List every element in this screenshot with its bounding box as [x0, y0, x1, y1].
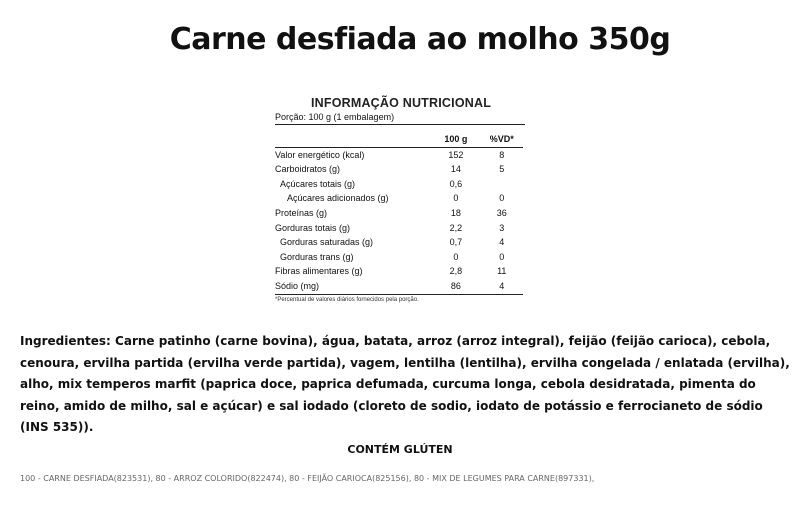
nutrient-value: 2,8	[449, 266, 463, 277]
nutrient-label: Proteínas (g)	[275, 207, 328, 218]
nutrient-value: 18	[450, 207, 461, 218]
nutrient-label: Açúcares totais (g)	[280, 178, 356, 189]
product-title: Carne desfiada ao molho 350g	[169, 22, 671, 57]
gluten-notice: CONTÉM GLÚTEN	[347, 443, 453, 456]
nutrient-daily-value	[480, 177, 523, 192]
nutrition-row	[275, 250, 523, 265]
nutrient-label: Gorduras totais (g)	[275, 222, 351, 233]
nutrient-label: Gorduras saturadas (g)	[280, 237, 374, 248]
nutrient-value: 14	[450, 164, 461, 175]
nutrient-daily-value: 4	[499, 237, 505, 248]
nutrient-value: 0	[453, 193, 459, 204]
nutrient-daily-value: 0	[499, 251, 505, 262]
nutrition-row	[275, 147, 523, 162]
nutrition-row	[275, 177, 523, 192]
column-header-100g: 100 g	[431, 132, 480, 147]
ingredients-text: Ingredientes: Carne patinho (carne bovina), água, batata, arroz (arroz integral), feijão (feijão carioca), cebola, cenoura, ervilha partida (ervilha verde partida), vagem, lentilha (lentilha), ervilha congelada / enlatada (ervilha), alho, mix temperos marfit (paprica doce, paprica defumada, curcuma longa, cebola desidratada, pimenta do reino, amido de milho, sal e açúcar) e sal iodado (cloreto de sodio, iodato de potássio e ferrocianeto de sódio (INS 535)).	[20, 334, 790, 434]
nutrient-label: Açúcares adicionados (g)	[287, 193, 389, 204]
nutrition-row	[275, 235, 523, 250]
nutrient-value: 152	[448, 149, 464, 160]
nutrient-daily-value: 36	[496, 207, 507, 218]
nutrition-row	[275, 191, 523, 206]
nutrient-value: 0,7	[449, 237, 463, 248]
nutrient-daily-value: 5	[499, 164, 505, 175]
nutrient-label: Carboidratos (g)	[275, 164, 341, 175]
nutrition-table	[275, 132, 523, 295]
column-header-vd: %VD*	[480, 132, 523, 147]
nutrient-daily-value: 8	[499, 149, 505, 160]
portion-size: Porção: 100 g (1 embalagem)	[275, 112, 525, 125]
nutrient-value: 2,2	[449, 222, 463, 233]
nutrient-daily-value: 4	[480, 279, 523, 294]
nutrient-daily-value: 0	[499, 193, 505, 204]
nutrient-daily-value: 3	[499, 222, 505, 233]
nutrient-label: Fibras alimentares (g)	[275, 266, 363, 277]
nutrition-table-header	[275, 132, 523, 147]
nutrient-label: Valor energético (kcal)	[275, 149, 365, 160]
nutrition-row	[275, 279, 523, 294]
nutrient-label: Gorduras trans (g)	[280, 251, 354, 262]
nutrition-row	[275, 206, 523, 221]
composition-codes: 100 - CARNE DESFIADA(823531), 80 - ARROZ COLORIDO(822474), 80 - FEIJÃO CARIOCA(825156), 80 - MIX DE LEGUMES PARA CARNE(897331),	[20, 474, 595, 483]
nutrient-value: 0,6	[449, 178, 463, 189]
nutrient-daily-value: 11	[497, 266, 507, 277]
nutrition-facts-panel	[275, 96, 525, 303]
nutrient-value: 0	[453, 251, 459, 262]
nutrition-row	[275, 162, 523, 177]
nutrition-row	[275, 264, 523, 279]
nutrition-footnote: *Percentual de valores diários fornecidos pela porção.	[275, 296, 419, 303]
nutrient-label: Sódio (mg)	[275, 279, 431, 294]
nutrition-heading: INFORMAÇÃO NUTRICIONAL	[310, 96, 492, 110]
nutrient-value: 86	[431, 279, 480, 294]
nutrition-row	[275, 221, 523, 236]
